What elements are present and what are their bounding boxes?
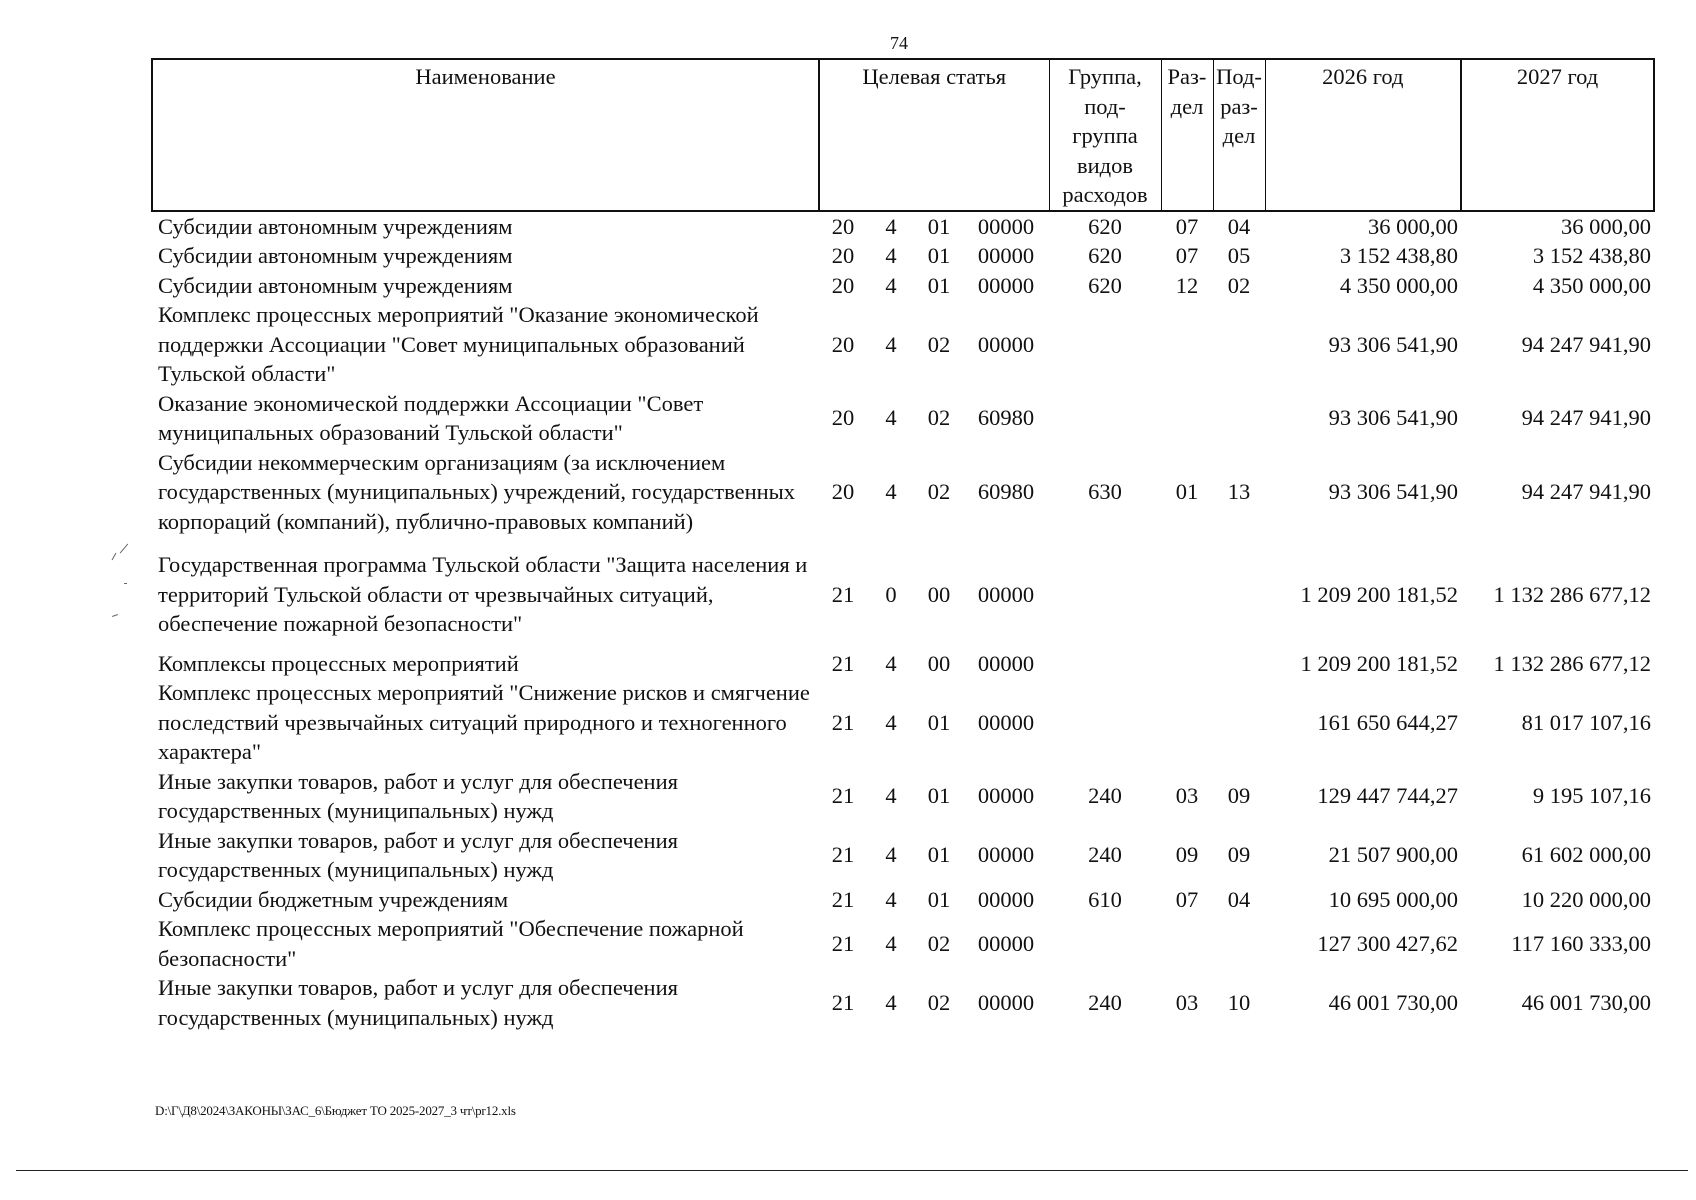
amount-2026: 161 650 644,27 [1317, 709, 1458, 735]
row-name: Комплекс процессных мероприятий "Снижение рисков и смягчение последствий чрезвычайных ситуаций природного и техногенного характера" [158, 680, 810, 764]
table-row [152, 885, 1654, 915]
subsection-code: 05 [1227, 243, 1251, 268]
table-row [152, 300, 1654, 389]
article-code-1: 20 [831, 243, 855, 268]
article-code-3: 02 [927, 930, 951, 956]
section-code: 01 [1175, 479, 1199, 504]
table-row [152, 271, 1654, 301]
table-row [152, 914, 1654, 973]
table-row [152, 767, 1654, 826]
article-code-4: 00000 [977, 272, 1035, 298]
section-code: 03 [1175, 783, 1199, 809]
amount-2027: 3 152 438,80 [1532, 243, 1651, 268]
article-code-3: 02 [927, 479, 951, 504]
row-name: Иные закупки товаров, работ и услуг для обеспечения государственных (муниципальных) нужд [158, 768, 678, 823]
article-code-3: 02 [927, 989, 951, 1015]
amount-2027: 94 247 941,90 [1521, 331, 1651, 357]
article-code-1: 21 [831, 783, 855, 809]
subsection-code: 10 [1227, 989, 1251, 1015]
article-code-4: 00000 [977, 709, 1035, 735]
expense-group: 620 [1088, 213, 1122, 239]
subsection-code [1213, 649, 1265, 679]
amount-2027: 1 132 286 677,12 [1493, 581, 1651, 607]
expense-group [1049, 300, 1161, 389]
article-code-2: 4 [885, 709, 897, 735]
article-code-2: 0 [885, 581, 897, 607]
row-name: Оказание экономической поддержки Ассоциации "Совет муниципальных образований Тульской области" [158, 390, 704, 445]
row-name: Субсидии автономным учреждениям [158, 213, 513, 239]
article-code-2: 4 [885, 783, 897, 809]
article-code-2: 4 [885, 331, 897, 357]
table-header-row [152, 59, 1654, 211]
article-code-4: 00000 [977, 331, 1035, 357]
article-code-1: 21 [831, 989, 855, 1015]
expense-group: 620 [1088, 272, 1122, 298]
article-code-3: 00 [927, 650, 951, 676]
article-code-3: 02 [927, 331, 951, 357]
subsection-code: 09 [1227, 842, 1251, 868]
section-code: 07 [1175, 886, 1199, 912]
amount-2026: 127 300 427,62 [1317, 930, 1458, 956]
article-code-3: 01 [927, 842, 951, 868]
article-code-4: 00000 [977, 213, 1035, 239]
amount-2027: 117 160 333,00 [1511, 930, 1651, 956]
expense-group: 240 [1088, 783, 1122, 809]
article-code-2: 4 [885, 842, 897, 868]
row-name: Субсидии некоммерческим организациям (за исключением государственных (муниципальных) учреждений, государственных корпораций (компаний), публично-правовых компаний) [158, 449, 796, 534]
amount-2027: 4 350 000,00 [1532, 272, 1651, 298]
subsection-code: 04 [1227, 886, 1251, 912]
article-code-4: 00000 [977, 930, 1035, 956]
amount-2026: 36 000,00 [1368, 213, 1458, 239]
article-code-2: 4 [885, 886, 897, 912]
amount-2026: 93 306 541,90 [1328, 479, 1458, 504]
article-code-1: 21 [831, 930, 855, 956]
article-code-3: 01 [927, 213, 951, 239]
table-row [152, 649, 1654, 679]
section-code: 09 [1175, 842, 1199, 868]
header-section: Раз-дел [1161, 59, 1213, 211]
article-code-2: 4 [885, 243, 897, 268]
row-name: Субсидии автономным учреждениям [158, 243, 513, 268]
article-code-1: 21 [831, 842, 855, 868]
article-code-3: 01 [927, 243, 951, 268]
article-code-2: 4 [885, 479, 897, 504]
row-name: Иные закупки товаров, работ и услуг для обеспечения государственных (муниципальных) нужд [158, 975, 678, 1030]
section-code: 03 [1175, 989, 1199, 1015]
section-code [1161, 678, 1213, 767]
article-code-3: 01 [927, 709, 951, 735]
section-code: 07 [1175, 213, 1199, 239]
budget-table [151, 58, 1655, 1032]
article-code-1: 21 [831, 650, 855, 676]
amount-2026: 93 306 541,90 [1328, 405, 1458, 431]
table-row [152, 536, 1654, 649]
amount-2026: 93 306 541,90 [1328, 331, 1458, 357]
subsection-code [1213, 389, 1265, 448]
row-name: Комплексы процессных мероприятий [158, 650, 519, 676]
amount-2026: 3 152 438,80 [1339, 243, 1458, 268]
article-code-4: 00000 [977, 581, 1035, 607]
amount-2026: 21 507 900,00 [1328, 842, 1458, 868]
subsection-code [1213, 678, 1265, 767]
header-subsection: Под-раз-дел [1213, 59, 1265, 211]
header-target-article: Целевая статья [819, 59, 1049, 211]
article-code-3: 01 [927, 272, 951, 298]
section-code [1161, 300, 1213, 389]
section-code: 12 [1175, 272, 1199, 298]
amount-2026: 4 350 000,00 [1339, 272, 1458, 298]
article-code-2: 4 [885, 213, 897, 239]
article-code-4: 00000 [977, 650, 1035, 676]
article-code-4: 00000 [977, 243, 1035, 268]
section-code [1161, 914, 1213, 973]
header-name: Наименование [152, 59, 819, 211]
expense-group [1049, 914, 1161, 973]
table-row [152, 973, 1654, 1032]
page-number: 74 [890, 33, 908, 53]
row-name: Комплекс процессных мероприятий "Обеспечение пожарной безопасности" [158, 916, 744, 971]
expense-group [1049, 536, 1161, 649]
article-code-1: 20 [831, 331, 855, 357]
article-code-2: 4 [885, 272, 897, 298]
subsection-code [1213, 914, 1265, 973]
article-code-2: 4 [885, 650, 897, 676]
article-code-1: 20 [831, 405, 855, 431]
article-code-3: 00 [927, 581, 951, 607]
amount-2027: 36 000,00 [1561, 213, 1651, 239]
amount-2026: 10 695 000,00 [1328, 886, 1458, 912]
section-code: 07 [1175, 243, 1199, 268]
table-row [152, 389, 1654, 448]
article-code-2: 4 [885, 930, 897, 956]
amount-2026: 46 001 730,00 [1328, 989, 1458, 1015]
expense-group: 240 [1088, 842, 1122, 868]
table-row [152, 211, 1654, 242]
amount-2027: 10 220 000,00 [1521, 886, 1651, 912]
expense-group [1049, 389, 1161, 448]
table-row [152, 678, 1654, 767]
amount-2027: 61 602 000,00 [1521, 842, 1651, 868]
article-code-4: 60980 [977, 405, 1035, 431]
subsection-code: 09 [1227, 783, 1251, 809]
article-code-2: 4 [885, 989, 897, 1015]
article-code-1: 20 [831, 272, 855, 298]
article-code-4: 00000 [977, 783, 1035, 809]
article-code-4: 00000 [977, 842, 1035, 868]
amount-2027: 46 001 730,00 [1521, 989, 1651, 1015]
expense-group [1049, 649, 1161, 679]
subsection-code: 04 [1227, 213, 1251, 239]
amount-2027: 94 247 941,90 [1521, 405, 1651, 431]
article-code-1: 21 [831, 886, 855, 912]
header-expense-group: Группа, под-группа видов расходов [1049, 59, 1161, 211]
amount-2026: 1 209 200 181,52 [1300, 581, 1458, 607]
subsection-code: 13 [1227, 479, 1251, 504]
subsection-code [1213, 300, 1265, 389]
article-code-1: 20 [831, 479, 855, 504]
expense-group: 240 [1088, 989, 1122, 1015]
expense-group: 630 [1088, 479, 1122, 504]
table-row [152, 448, 1654, 537]
amount-2027: 1 132 286 677,12 [1493, 650, 1651, 676]
header-year-2027: 2027 год [1461, 59, 1654, 211]
file-path: D:\Г\Д8\2024\ЗАКОНЫ\ЗАС_6\Бюджет ТО 2025-2027_3 чт\pr12.xls [155, 1103, 516, 1118]
article-code-1: 21 [831, 709, 855, 735]
article-code-3: 01 [927, 886, 951, 912]
row-name: Иные закупки товаров, работ и услуг для обеспечения государственных (муниципальных) нужд [158, 827, 678, 882]
expense-group: 620 [1088, 243, 1122, 268]
section-code [1161, 536, 1213, 649]
subsection-code: 02 [1227, 272, 1251, 298]
amount-2027: 94 247 941,90 [1521, 479, 1651, 504]
pen-marks [108, 540, 148, 630]
row-name: Субсидии бюджетным учреждениям [158, 886, 509, 912]
subsection-code [1213, 536, 1265, 649]
table-row [152, 241, 1654, 271]
article-code-4: 60980 [977, 479, 1035, 504]
amount-2026: 1 209 200 181,52 [1300, 650, 1458, 676]
table-row [152, 826, 1654, 885]
section-code [1161, 389, 1213, 448]
row-name: Государственная программа Тульской области "Защита населения и территорий Тульской области от чрезвычайных ситуаций, обеспечение пожарной безопасности" [158, 552, 808, 636]
article-code-3: 02 [927, 405, 951, 431]
expense-group: 610 [1088, 886, 1122, 912]
amount-2026: 129 447 744,27 [1317, 783, 1458, 809]
bottom-rule [16, 1170, 1688, 1171]
article-code-4: 00000 [977, 989, 1035, 1015]
article-code-1: 20 [831, 213, 855, 239]
article-code-1: 21 [831, 581, 855, 607]
amount-2027: 9 195 107,16 [1532, 783, 1651, 809]
row-name: Комплекс процессных мероприятий "Оказание экономической поддержки Ассоциации "Совет муниципальных образований Тульской области" [158, 302, 759, 386]
expense-group [1049, 678, 1161, 767]
article-code-2: 4 [885, 405, 897, 431]
header-year-2026: 2026 год [1265, 59, 1461, 211]
article-code-4: 00000 [977, 886, 1035, 912]
article-code-3: 01 [927, 783, 951, 809]
row-name: Субсидии автономным учреждениям [158, 272, 513, 298]
section-code [1161, 649, 1213, 679]
amount-2027: 81 017 107,16 [1521, 709, 1651, 735]
